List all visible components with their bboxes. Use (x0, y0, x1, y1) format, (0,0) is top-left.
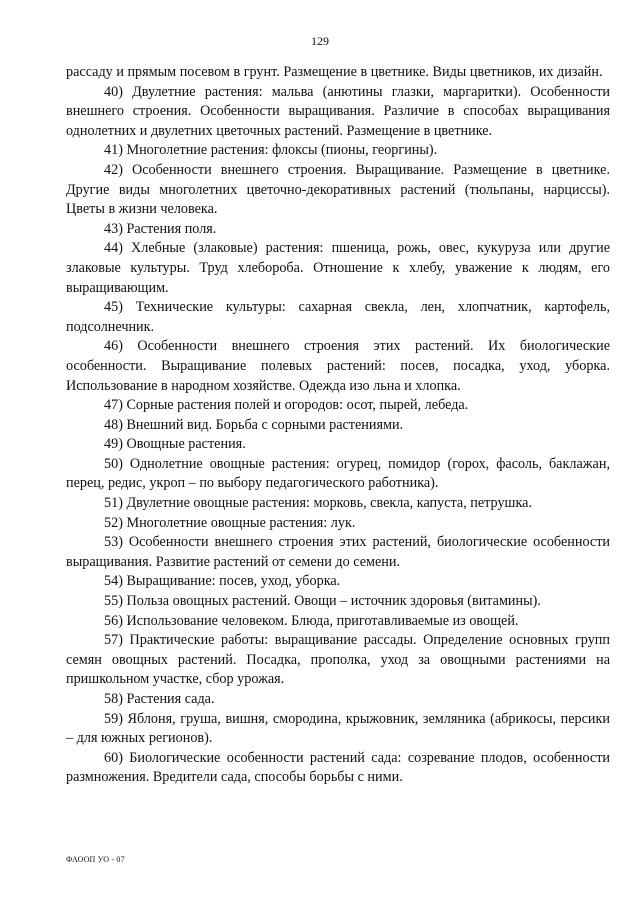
paragraph: 51) Двулетние овощные растения: морковь, свекла, капуста, петрушка. (104, 495, 533, 512)
paragraph: 40) Двулетние растения: мальва (анютины глазки, маргаритки). Особенности внешнего строения. Особенности выращивания. Различие в способах выращивания однолетних и двулетних цветочных растений. Размещение в цветнике. (66, 83, 610, 139)
paragraph: рассаду и прямым посевом в грунт. Размещение в цветнике. Виды цветников, их дизайн. (66, 64, 603, 80)
paragraph: 60) Биологические особенности растений сада: созревание плодов, особенности размножения. Вредители сада, способы борьбы с ними. (66, 749, 610, 786)
page-body (66, 63, 610, 788)
paragraph: 57) Практические работы: выращивание рассады. Определение основных групп семян овощных растений. Посадка, прополка, уход за овощными растениями на пришкольном участке, сбор урожая. (66, 632, 610, 688)
paragraph: 43) Растения поля. (104, 220, 217, 237)
page-number: 129 (311, 34, 329, 48)
paragraph: 48) Внешний вид. Борьба с сорными растениями. (104, 416, 404, 433)
paragraph: 49) Овощные растения. (104, 436, 246, 453)
paragraph: 54) Выращивание: посев, уход, уборка. (104, 573, 341, 590)
paragraph: 41) Многолетние растения: флоксы (пионы, георгины). (104, 142, 438, 159)
paragraph: 44) Хлебные (злаковые) растения: пшеница, рожь, овес, кукуруза или другие злаковые культуры. Труд хлебороба. Отношение к хлебу, уважение к людям, его выращивающим. (66, 240, 610, 296)
paragraph: 55) Польза овощных растений. Овощи – источник здоровья (витамины). (104, 593, 541, 610)
paragraph: 52) Многолетние овощные растения: лук. (104, 514, 356, 531)
paragraph: 56) Использование человеком. Блюда, приготавливаемые из овощей. (104, 612, 519, 629)
paragraph: 42) Особенности внешнего строения. Выращивание. Размещение в цветнике. Другие виды многолетних цветочно-декоративных растений (тюльпаны, нарциссы). Цветы в жизни человека. (66, 161, 610, 218)
paragraph: 50) Однолетние овощные растения: огурец, помидор (горох, фасоль, баклажан, перец, редис, укроп – по выбору педагогического работника). (66, 455, 610, 492)
footer-label: ФАООП УО - 07 (66, 855, 125, 864)
paragraph: 59) Яблоня, груша, вишня, смородина, крыжовник, земляника (абрикосы, персики – для южных регионов). (66, 710, 610, 747)
paragraph: 45) Технические культуры: сахарная свекла, лен, хлопчатник, картофель, подсолнечник. (66, 299, 610, 335)
paragraph: 47) Сорные растения полей и огородов: осот, пырей, лебеда. (104, 397, 469, 414)
paragraph: 53) Особенности внешнего строения этих растений, биологические особенности выращивания. Развитие растений от семени до семени. (66, 534, 610, 570)
paragraph: 46) Особенности внешнего строения этих растений. Их биологические особенности. Выращивание полевых растений: посев, посадка, уход, уборка. Использование в народном хозяйстве. Одежда изо льна и хлопка. (66, 338, 610, 394)
paragraph: 58) Растения сада. (104, 691, 215, 707)
